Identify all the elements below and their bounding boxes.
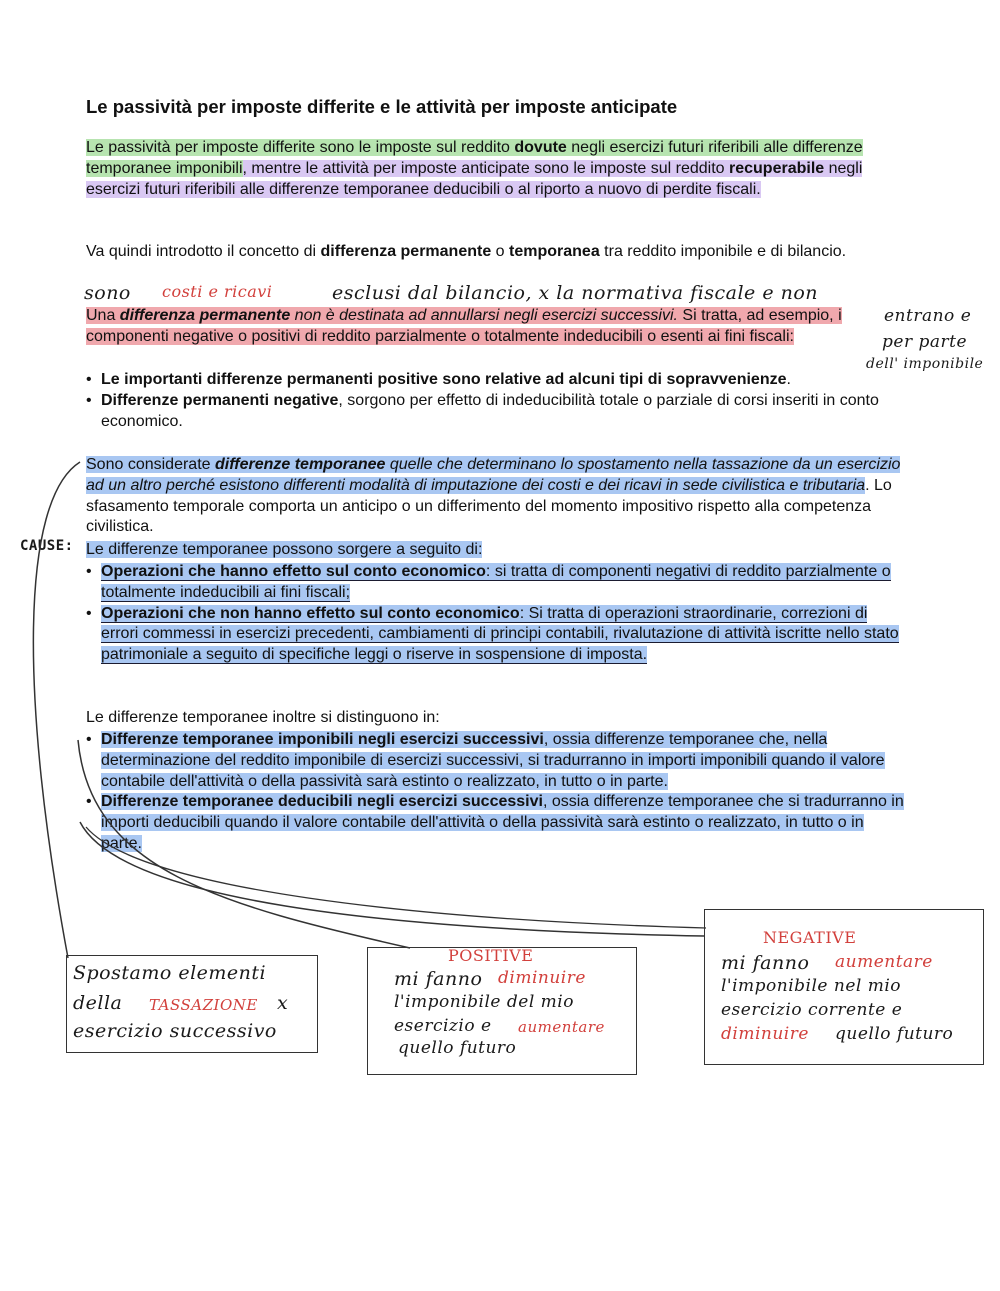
list-item [86,391,906,433]
concept-text-2: o [491,243,510,260]
distinction-bullet-1-bold: Differenze temporanee imponibili negli esercizi successivi [101,731,544,748]
distinction-bullets [86,730,904,855]
list-item [86,604,904,666]
intro-bold-2: recuperabile [729,159,825,177]
box1-line2b: TASSAZIONE [149,996,258,1014]
note-box-shift [66,955,318,1053]
box1-line3: esercizio successivo [73,1020,277,1042]
permanent-bullet-1-text: . [786,371,791,388]
permanent-bold: differenza permanente [119,307,291,324]
handwritten-note-a: sono [84,282,131,304]
box2-line2: l'imponibile del mio [394,992,574,1012]
margin-note-3: dell' imponibile [866,356,984,372]
handwritten-note-b: costi e ricavi [162,282,273,301]
permanent-bullet-1-bold: Le importanti differenze permanenti positive sono relative ad alcuni tipi di sopravvenienze [101,371,787,388]
intro-bold-1: dovute [514,139,567,156]
temporary-text-2: . Lo sfasamento temporale comporta un anticipo o un differimento del momento impositivo rispetto alla competenza civilistica. [86,476,892,536]
temporary-bold: differenze temporanee [214,456,386,473]
list-item [86,792,904,854]
causes-intro [86,540,906,561]
box3-title: NEGATIVE [763,928,857,947]
box2-title: POSITIVE [448,946,534,965]
permanent-bullet-2-bold: Differenze permanenti negative [101,391,339,409]
causes-bullet-1-bold: Operazioni che hanno effetto sul conto economico [101,563,486,580]
page-title: Le passività per imposte differite e le attività per imposte anticipate [86,96,678,117]
distinction-intro: Le differenze temporanee inoltre si distinguono in: [86,709,440,726]
permanent-text-2: Si tratta, ad esempio, i componenti negative o positivi di reddito parzialmente o totalmente indeducibili o esenti ai fini fiscali: [86,307,842,345]
box2-line1a: mi fanno [394,968,483,990]
note-box-negative [704,909,984,1065]
handwritten-note-c: esclusi dal bilancio, x la normativa fiscale e non [332,282,819,304]
intro-paragraph [86,138,906,200]
causes-intro-text: Le differenze temporanee possono sorgere a seguito di: [86,541,483,558]
margin-note-1: entrano e [884,306,972,326]
temporary-italic: quelle che determinano lo spostamento nella tassazione da un esercizio ad un altro perché esistono differenti modalità di imputazione dei costi e dei ricavi in sede civilistica e tributaria [86,456,901,494]
causes-bullet-2-text: : Si tratta di operazioni straordinarie, correzioni di errori commessi in esercizi precedenti, cambiamenti di principi contabili, rivalutazione di attività iscritte nello stato patrimoniale a seguito di specifiche leggi o riserve in sospensione di imposta. [101,604,899,664]
intro-text-2: negli esercizi futuri riferibili alle differenze temporanee imponibili [86,139,863,177]
concept-text-1: Va quindi introdotto il concetto di [86,243,321,260]
concept-bold-1: differenza permanente [320,243,492,260]
intro-text-4: negli esercizi futuri riferibili alle differenze temporanee deducibili o al riporto a nuovo di perdite fiscali. [86,159,863,198]
distinction-bullet-1-text: , ossia differenze temporanee che, nella determinazione del reddito imponibile di esercizi successivi, si tradurranno in importi imponibili quando il valore contabile dell'attività o della passività sarà estinto o realizzato, in tutto o in parte. [101,731,885,790]
concept-text-3: tra reddito imponibile e di bilancio. [599,243,847,260]
distinction-bullet-2-bold: Differenze temporanee deducibili negli esercizi successivi [101,793,543,811]
box1-line2a: della [73,992,123,1014]
box1-line2c: x [277,992,289,1014]
box3-line4b: quello futuro [835,1024,954,1044]
permanent-bullets [86,370,906,432]
list-item [86,730,904,792]
intro-text-3: , mentre le attività per imposte anticipate sono le imposte sul reddito [242,159,729,177]
permanent-text-1: Una [86,307,120,324]
box3-line3: esercizio corrente e [721,1000,903,1020]
box1-line1: Spostamo elementi [73,962,267,984]
permanent-bullet-2-text: , sorgono per effetto di indeducibilità totale o parziale di corsi inseriti in conto economico. [101,391,879,430]
box2-line3a: esercizio e [394,1016,492,1036]
causes-bullet-1-text: : si tratta di componenti negativi di reddito parzialmente o totalmente indeducibili ai fini fiscali; [101,563,891,601]
note-box-positive [367,947,637,1075]
causes-bullets [86,562,904,666]
intro-text-1: Le passività per imposte differite sono le imposte sul reddito [86,139,515,156]
temporary-paragraph [86,455,912,538]
temporary-text-1: Sono considerate [86,456,215,473]
box3-line1b: aumentare [835,952,933,972]
list-item [86,562,904,604]
concept-bold-2: temporanea [509,243,600,260]
box3-line2: l'imponibile nel mio [721,976,902,996]
distinction-bullet-2-text: , ossia differenze temporanee che si tradurranno in importi deducibili quando il valore contabile dell'attività o della passività sarà estinto o realizzato, in tutto o in parte. [101,793,904,852]
permanent-paragraph [86,306,876,348]
causes-label: CAUSE: [20,538,74,554]
list-item [86,370,906,391]
margin-note-2: per parte [882,332,968,352]
box2-line4: quello futuro [398,1038,517,1058]
box2-line1b: diminuire [498,968,586,988]
box3-line1a: mi fanno [721,952,810,974]
causes-bullet-2-bold: Operazioni che non hanno effetto sul conto economico [101,604,520,622]
box2-line3b: aumentare [518,1018,605,1036]
concept-paragraph [86,242,906,263]
box3-line4a: diminuire [721,1024,809,1044]
permanent-italic: non è destinata ad annullarsi negli esercizi successivi. [290,307,678,324]
